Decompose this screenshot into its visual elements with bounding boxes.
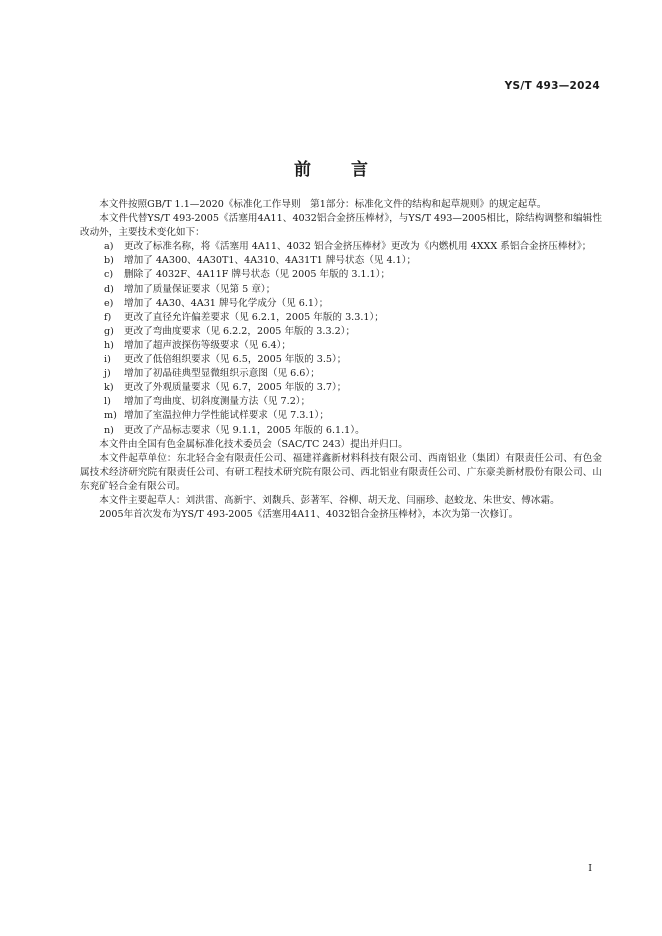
list-item <box>80 424 602 438</box>
title-char-1: 前 <box>294 160 311 180</box>
list-item-text: 增加了初晶硅典型显微组织示意图（见 6.6）； <box>124 368 320 380</box>
list-item <box>80 268 602 282</box>
list-item-text: 更改了标准名称，将《活塞用 4A11、4032 铝合金挤压棒材》更改为《内燃机用 4XXX 系铝合金挤压棒材》； <box>124 241 592 253</box>
list-item-label: b) <box>104 255 114 267</box>
list-item-label: g) <box>104 325 114 337</box>
list-item <box>80 353 602 367</box>
history-paragraph: 2005年首次发布为YS/T 493-2005《活塞用4A11、4032铝合金挤压棒材》，本次为第一次修订。 <box>99 509 519 521</box>
intro-paragraph-1: 本文件按照GB/T 1.1—2020《标准化工作导则 第1部分：标准化文件的结构和起草规则》的规定起草。 <box>99 199 547 210</box>
list-item-text: 增加了室温拉伸力学性能试样要求（见 7.3.1）； <box>124 410 329 422</box>
list-item-text: 更改了外观质量要求（见 6.7，2005 年版的 3.7）； <box>124 382 347 394</box>
list-item-label: f) <box>104 311 112 323</box>
list-item-label: n) <box>104 424 114 436</box>
list-item-label: k) <box>104 382 114 394</box>
list-item <box>80 240 602 254</box>
list-item-text: 删除了 4032F、4A11F 牌号状态（见 2005 年版的 3.1.1）； <box>124 269 391 281</box>
list-item-label: j) <box>104 368 111 380</box>
list-item <box>80 409 602 423</box>
list-item-label: c) <box>104 269 114 281</box>
list-item <box>80 367 602 381</box>
page-number: I <box>588 863 592 874</box>
list-item <box>80 283 602 297</box>
list-item-label: h) <box>104 339 114 351</box>
list-item-label: e) <box>104 297 114 309</box>
list-item-label: l) <box>104 396 111 408</box>
list-item-text: 更改了直径允许偏差要求（见 6.2.1，2005 年版的 3.3.1）； <box>124 311 384 323</box>
list-item-text: 增加了 4A300、4A30T1、4A310、4A31T1 牌号状态（见 4.1）； <box>124 255 417 267</box>
list-item-label: a) <box>104 241 114 253</box>
standard-code: YS/T 493—2024 <box>504 80 600 92</box>
list-item-text: 更改了弯曲度要求（见 6.2.2，2005 年版的 3.3.2）； <box>124 325 356 337</box>
list-item-label: d) <box>104 283 114 295</box>
intro-paragraph-2: 本文件代替YS/T 493-2005《活塞用4A11、4032铝合金挤压棒材》，与YS/T 493—2005相比，除结构调整和编辑性改动外，主要技术变化如下： <box>80 213 602 239</box>
list-item-text: 增加了质量保证要求（见第 5 章）； <box>124 283 276 295</box>
list-item <box>80 325 602 339</box>
list-item-text: 增加了超声波探伤等级要求（见 6.4）； <box>124 339 292 351</box>
list-item <box>80 339 602 353</box>
title-char-2: 言 <box>351 160 368 180</box>
changes-list <box>80 240 602 437</box>
page-title <box>0 155 662 180</box>
list-item-text: 增加了弯曲度、切斜度测量方法（见 7.2）； <box>124 396 311 408</box>
list-item-text: 更改了产品标志要求（见 9.1.1，2005 年版的 6.1.1）。 <box>124 424 365 436</box>
drafting-units-paragraph: 本文件起草单位：东北轻合金有限责任公司、福建祥鑫新材料科技有限公司、西南铝业（集团）有限责任公司、有色金属技术经济研究院有限责任公司、有研工程技术研究院有限公司、西北铝业有限责任公司、广东豪美新材股份有限公司、山东兖矿轻合金有限公司。 <box>80 452 602 492</box>
list-item <box>80 297 602 311</box>
list-item-text: 增加了 4A30、4A31 牌号化学成分（见 6.1）； <box>124 297 329 309</box>
list-item-label: i) <box>104 354 111 366</box>
drafters-paragraph: 本文件主要起草人：刘洪雷、高新宇、刘馥兵、彭著军、谷柳、胡天龙、闫丽珍、赵蛟龙、朱世安、傅冰霜。 <box>99 494 560 506</box>
list-item-label: m) <box>104 410 117 422</box>
list-item <box>80 381 602 395</box>
list-item <box>80 395 602 409</box>
foreword-body <box>80 198 602 522</box>
committee-paragraph: 本文件由全国有色金属标准化技术委员会（SAC/TC 243）提出并归口。 <box>99 438 408 450</box>
list-item <box>80 254 602 268</box>
list-item-text: 更改了低倍组织要求（见 6.5，2005 年版的 3.5）； <box>124 354 347 366</box>
list-item <box>80 311 602 325</box>
